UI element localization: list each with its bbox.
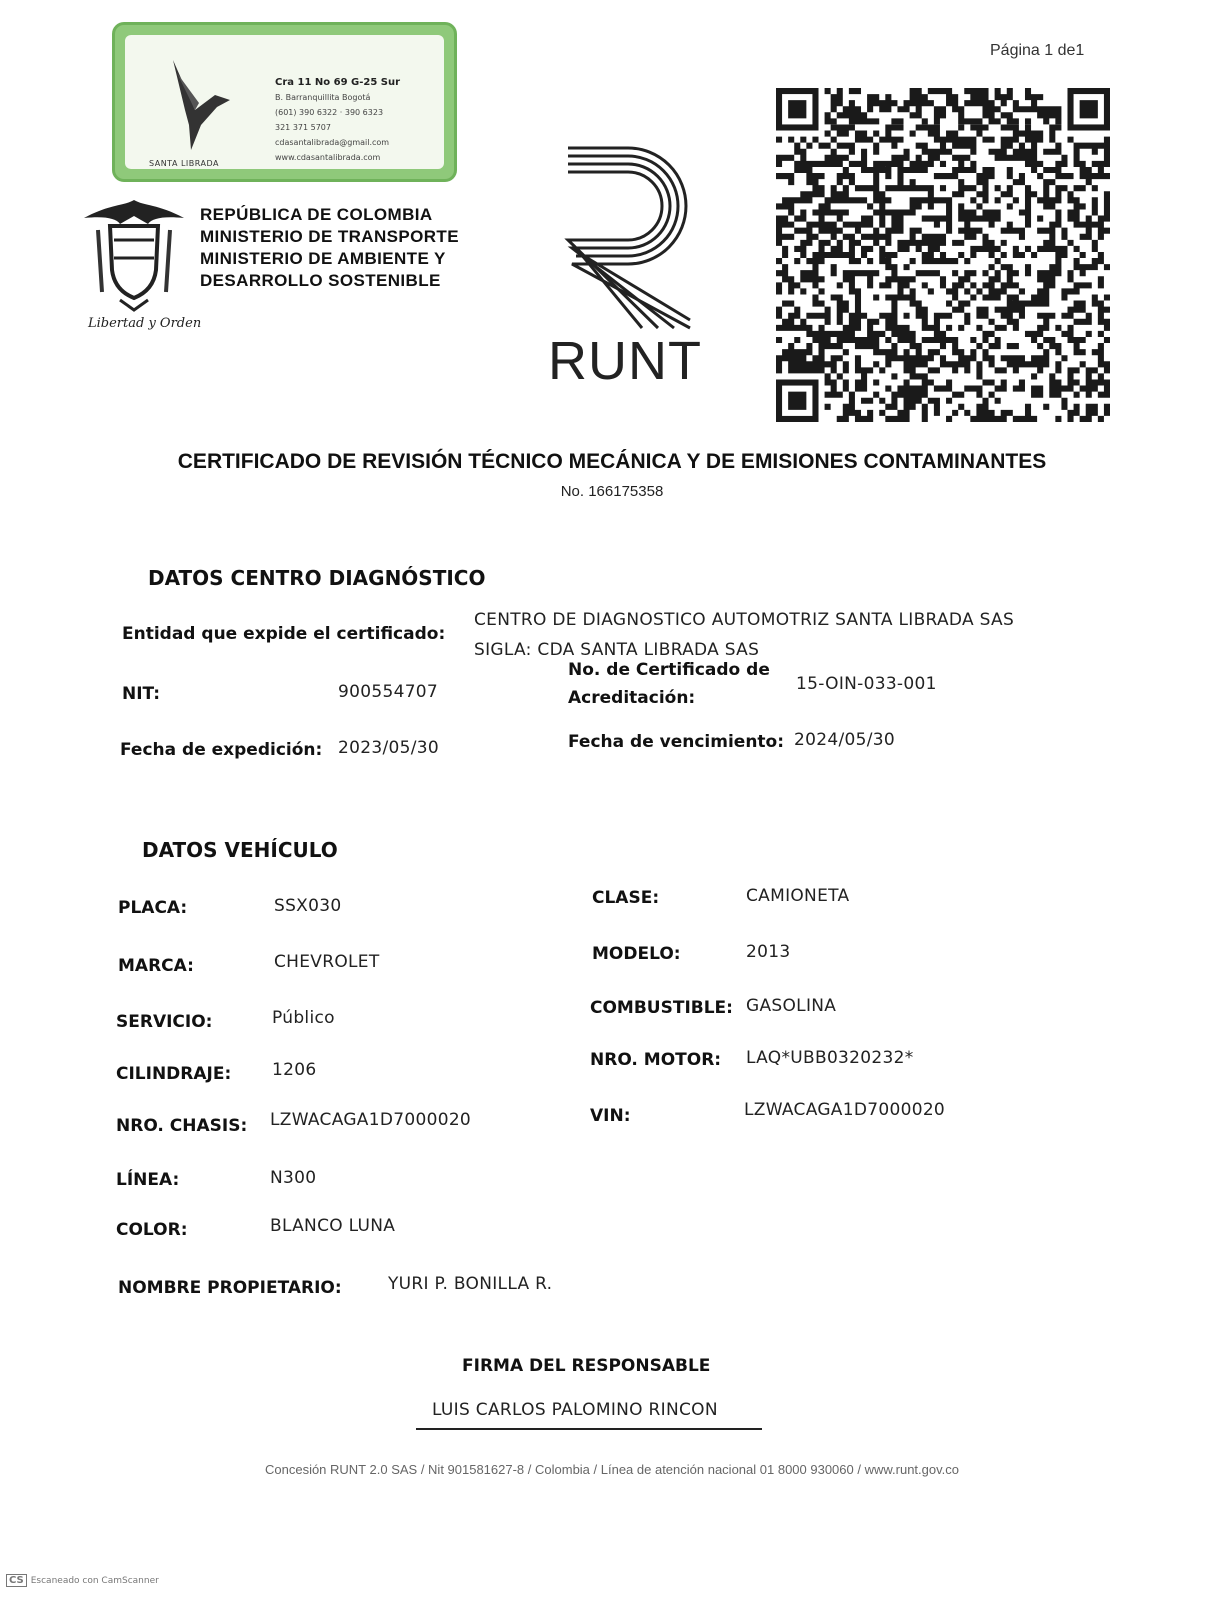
government-header xyxy=(200,204,459,292)
placa-label: PLACA: xyxy=(118,898,188,918)
cilindraje-label: CILINDRAJE: xyxy=(116,1064,232,1084)
stamp-inner xyxy=(125,35,444,169)
coat-of-arms-icon xyxy=(80,196,188,312)
entidad-label: Entidad que expide el certificado: xyxy=(122,624,446,644)
stamp-name: SANTA LIBRADA xyxy=(149,159,219,168)
modelo-value: 2013 xyxy=(746,942,791,962)
stamp-neighborhood: B. Barranquillita Bogotá xyxy=(275,93,371,102)
expedicion-value: 2023/05/30 xyxy=(338,738,439,758)
stamp-email: cdasantalibrada@gmail.com xyxy=(275,138,390,147)
chasis-label: NRO. CHASIS: xyxy=(116,1116,248,1136)
gov-line-1: REPÚBLICA DE COLOMBIA xyxy=(200,205,433,224)
color-label: COLOR: xyxy=(116,1220,188,1240)
acreditacion-label-2: Acreditación: xyxy=(568,688,696,708)
stamp-mobile: 321 371 5707 xyxy=(275,123,331,132)
modelo-label: MODELO: xyxy=(592,944,681,964)
gov-line-2: MINISTERIO DE TRANSPORTE xyxy=(200,227,459,246)
qr-code[interactable] xyxy=(776,88,1110,422)
marca-value: CHEVROLET xyxy=(274,952,380,972)
qr-modules xyxy=(776,88,1110,422)
cda-stamp xyxy=(112,22,457,182)
entidad-value-2: SIGLA: CDA SANTA LIBRADA SAS xyxy=(474,640,760,660)
expedicion-label: Fecha de expedición: xyxy=(120,740,323,760)
document-number: No. 166175358 xyxy=(560,483,664,500)
cilindraje-value: 1206 xyxy=(272,1060,317,1080)
vin-value: LZWACAGA1D7000020 xyxy=(744,1100,946,1120)
combustible-value: GASOLINA xyxy=(746,996,837,1016)
firma-label: FIRMA DEL RESPONSABLE xyxy=(462,1356,711,1376)
stamp-address: Cra 11 No 69 G-25 Sur xyxy=(275,77,401,88)
servicio-label: SERVICIO: xyxy=(116,1012,213,1032)
acreditacion-value: 15-OIN-033-001 xyxy=(796,674,937,694)
footer-text: Concesión RUNT 2.0 SAS / Nit 901581627-8 / Colombia / Línea de atención nacional 01 8000 930060 / www.runt.gov.co xyxy=(264,1462,959,1477)
stamp-phones: (601) 390 6322 · 390 6323 xyxy=(275,108,384,117)
gov-line-4: DESARROLLO SOSTENIBLE xyxy=(200,271,441,290)
vencimiento-label: Fecha de vencimiento: xyxy=(568,732,785,752)
motor-value: LAQ*UBB0320232* xyxy=(746,1048,914,1068)
scanner-text: Escaneado con CamScanner xyxy=(30,1576,159,1586)
section-centro-title: DATOS CENTRO DIAGNÓSTICO xyxy=(148,566,486,590)
nit-value: 900554707 xyxy=(338,682,439,702)
propietario-value: YURI P. BONILLA R. xyxy=(388,1274,553,1294)
chasis-value: LZWACAGA1D7000020 xyxy=(270,1110,472,1130)
firma-name: LUIS CARLOS PALOMINO RINCON xyxy=(432,1400,718,1420)
propietario-label: NOMBRE PROPIETARIO: xyxy=(118,1278,342,1298)
vencimiento-value: 2024/05/30 xyxy=(794,730,895,750)
acreditacion-label-1: No. de Certificado de xyxy=(568,660,770,680)
servicio-value: Público xyxy=(272,1008,335,1028)
vin-label: VIN: xyxy=(590,1106,631,1126)
stamp-contact xyxy=(275,75,400,165)
runt-wordmark: RUNT xyxy=(548,331,702,391)
runt-logo-icon xyxy=(562,142,694,332)
scanner-watermark xyxy=(6,1574,159,1587)
nit-label: NIT: xyxy=(122,684,161,704)
motto: Libertad y Orden xyxy=(88,316,202,331)
stamp-web: www.cdasantalibrada.com xyxy=(275,153,381,162)
hummingbird-icon xyxy=(155,55,235,150)
linea-value: N300 xyxy=(270,1168,317,1188)
motor-label: NRO. MOTOR: xyxy=(590,1050,722,1070)
color-value: BLANCO LUNA xyxy=(270,1216,396,1236)
document-title: CERTIFICADO DE REVISIÓN TÉCNICO MECÁNICA Y DE EMISIONES CONTAMINANTES xyxy=(177,450,1047,473)
gov-line-3: MINISTERIO DE AMBIENTE Y xyxy=(200,249,446,268)
page-number: Página 1 de1 xyxy=(990,42,1085,59)
scanner-badge: CS xyxy=(6,1574,27,1587)
placa-value: SSX030 xyxy=(274,896,342,916)
clase-label: CLASE: xyxy=(592,888,660,908)
section-vehiculo-title: DATOS VEHÍCULO xyxy=(142,838,338,862)
signature-line xyxy=(416,1428,762,1430)
linea-label: LÍNEA: xyxy=(116,1170,180,1190)
qr-finder-bottom-left xyxy=(779,383,815,419)
marca-label: MARCA: xyxy=(118,956,194,976)
qr-finder-top-left xyxy=(779,91,815,127)
combustible-label: COMBUSTIBLE: xyxy=(590,998,733,1018)
clase-value: CAMIONETA xyxy=(746,886,850,906)
entidad-value-1: CENTRO DE DIAGNOSTICO AUTOMOTRIZ SANTA LIBRADA SAS xyxy=(474,610,1015,630)
qr-finder-top-right xyxy=(1071,91,1107,127)
